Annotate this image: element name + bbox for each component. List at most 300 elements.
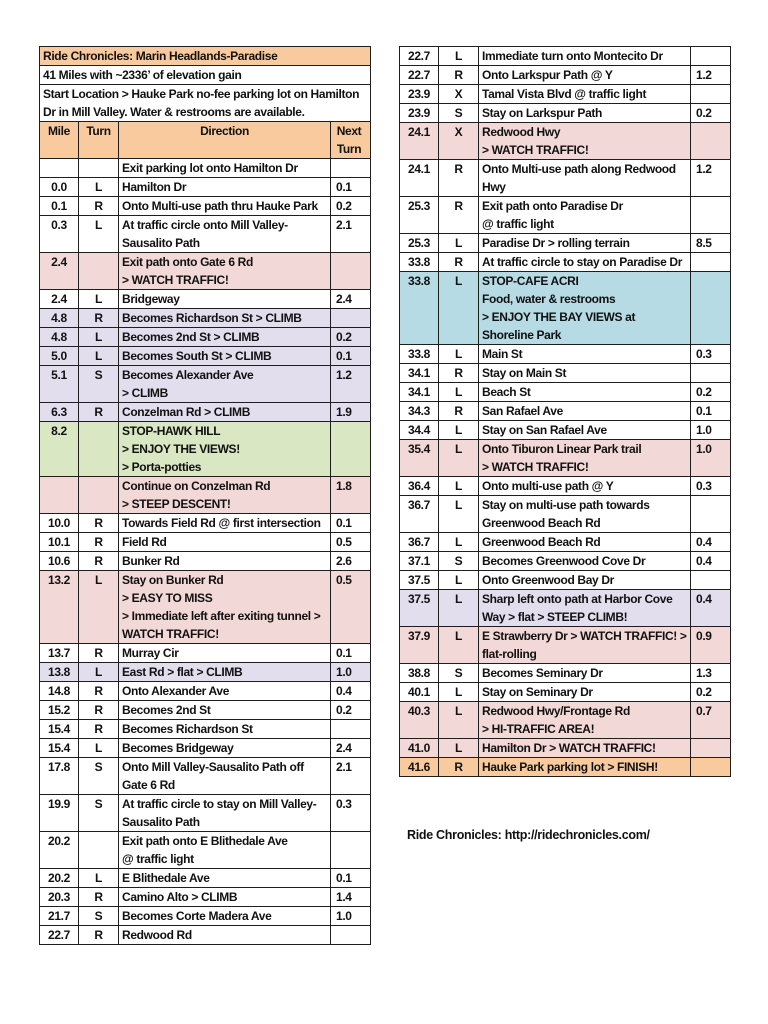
cue-mile: 23.9	[400, 85, 439, 104]
title-row	[40, 47, 371, 66]
cue-next-turn	[691, 739, 731, 758]
cue-turn	[79, 832, 119, 869]
cue-turn: R	[79, 533, 119, 552]
cue-direction: Becomes Alexander Ave > CLIMB	[119, 366, 331, 403]
cue-row	[400, 383, 731, 402]
cue-next-turn: 1.2	[691, 160, 731, 197]
cue-turn: L	[79, 178, 119, 197]
cue-direction: East Rd > flat > CLIMB	[119, 663, 331, 682]
cue-next-turn: 0.4	[691, 590, 731, 627]
cue-mile: 37.1	[400, 552, 439, 571]
cue-row	[40, 290, 371, 309]
cue-turn: S	[79, 366, 119, 403]
cue-direction: Onto Multi-use path thru Hauke Park	[119, 197, 331, 216]
cue-next-turn	[691, 85, 731, 104]
cue-next-turn	[331, 422, 371, 477]
cue-next-turn: 0.1	[331, 347, 371, 366]
cue-direction: Camino Alto > CLIMB	[119, 888, 331, 907]
cue-turn: L	[439, 272, 479, 345]
cue-turn: R	[439, 402, 479, 421]
cue-turn: L	[79, 571, 119, 644]
cue-turn: L	[439, 702, 479, 739]
cue-mile: 33.8	[400, 253, 439, 272]
cue-mile: 33.8	[400, 345, 439, 364]
cue-turn: L	[439, 383, 479, 402]
cue-next-turn: 0.5	[331, 533, 371, 552]
cue-next-turn: 1.0	[691, 421, 731, 440]
cue-next-turn: 2.1	[331, 758, 371, 795]
cue-row	[40, 795, 371, 832]
cue-turn: R	[79, 888, 119, 907]
cue-next-turn	[691, 758, 731, 777]
cue-turn: L	[439, 571, 479, 590]
cue-turn: L	[79, 328, 119, 347]
cue-mile: 20.2	[40, 869, 79, 888]
cue-mile: 2.4	[40, 290, 79, 309]
cue-mile: 36.7	[400, 496, 439, 533]
cue-mile: 13.2	[40, 571, 79, 644]
cue-next-turn	[691, 123, 731, 160]
cue-direction: Hamilton Dr > WATCH TRAFFIC!	[479, 739, 691, 758]
cue-row	[400, 364, 731, 383]
cue-direction: Stay on Seminary Dr	[479, 683, 691, 702]
cue-mile: 5.1	[40, 366, 79, 403]
cue-row	[40, 422, 371, 477]
cue-row	[400, 590, 731, 627]
cue-row	[40, 197, 371, 216]
cue-row	[400, 627, 731, 664]
cue-next-turn: 2.4	[331, 739, 371, 758]
cue-turn: R	[439, 364, 479, 383]
cue-mile: 5.0	[40, 347, 79, 366]
cue-direction: At traffic circle onto Mill Valley-Sausalito Path	[119, 216, 331, 253]
cue-next-turn	[691, 272, 731, 345]
cue-direction: Exit path onto Paradise Dr @ traffic light	[479, 197, 691, 234]
cue-turn: R	[439, 197, 479, 234]
cue-turn: L	[79, 869, 119, 888]
cue-turn: R	[439, 253, 479, 272]
cue-row	[400, 272, 731, 345]
cue-next-turn: 0.4	[331, 682, 371, 701]
cue-row	[40, 347, 371, 366]
cue-direction: Exit path onto E Blithedale Ave @ traffic light	[119, 832, 331, 869]
cue-mile: 34.3	[400, 402, 439, 421]
cue-next-turn: 8.5	[691, 234, 731, 253]
cue-row	[400, 197, 731, 234]
cue-direction: Onto Larkspur Path @ Y	[479, 66, 691, 85]
cue-row	[40, 477, 371, 514]
cue-next-turn: 0.2	[691, 104, 731, 123]
cue-next-turn	[331, 159, 371, 178]
cue-next-turn: 1.0	[331, 907, 371, 926]
cue-row	[400, 702, 731, 739]
cue-mile: 24.1	[400, 160, 439, 197]
cue-direction: Stay on Bunker Rd > EASY TO MISS > Immediate left after exiting tunnel > WATCH TRAFFIC!	[119, 571, 331, 644]
cue-row	[400, 683, 731, 702]
cue-row	[40, 403, 371, 422]
cue-direction: Becomes Richardson St > CLIMB	[119, 309, 331, 328]
cue-direction: STOP-HAWK HILL > ENJOY THE VIEWS! > Porta-potties	[119, 422, 331, 477]
cue-turn	[79, 477, 119, 514]
cue-row	[40, 663, 371, 682]
cue-turn: L	[79, 739, 119, 758]
column-header-turn: Turn	[79, 122, 119, 159]
cue-mile: 20.2	[40, 832, 79, 869]
cue-direction: Becomes Richardson St	[119, 720, 331, 739]
cue-turn: L	[439, 627, 479, 664]
cue-direction: E Blithedale Ave	[119, 869, 331, 888]
cue-next-turn	[691, 253, 731, 272]
cue-mile: 10.6	[40, 552, 79, 571]
cue-mile: 0.1	[40, 197, 79, 216]
cue-row	[40, 309, 371, 328]
cue-mile: 4.8	[40, 328, 79, 347]
cue-direction: Redwood Hwy/Frontage Rd > HI-TRAFFIC AREA!	[479, 702, 691, 739]
column-header-mile: Mile	[40, 122, 79, 159]
cue-turn	[79, 159, 119, 178]
cue-row	[400, 477, 731, 496]
cue-direction: Exit parking lot onto Hamilton Dr	[119, 159, 331, 178]
cue-next-turn	[691, 364, 731, 383]
cue-row	[400, 571, 731, 590]
cue-mile: 15.2	[40, 701, 79, 720]
cue-turn: R	[79, 403, 119, 422]
cue-next-turn	[691, 47, 731, 66]
cue-mile: 20.3	[40, 888, 79, 907]
cue-next-turn: 0.1	[331, 644, 371, 663]
cue-row	[40, 926, 371, 945]
cue-direction: Onto Mill Valley-Sausalito Path off Gate 6 Rd	[119, 758, 331, 795]
cue-turn: R	[439, 160, 479, 197]
cue-direction: Bunker Rd	[119, 552, 331, 571]
cue-turn: R	[79, 644, 119, 663]
cue-direction: Becomes South St > CLIMB	[119, 347, 331, 366]
cue-direction: Tamal Vista Blvd @ traffic light	[479, 85, 691, 104]
cue-next-turn: 2.4	[331, 290, 371, 309]
cue-row	[40, 552, 371, 571]
cue-turn: R	[79, 514, 119, 533]
cue-row	[400, 533, 731, 552]
cue-next-turn: 0.7	[691, 702, 731, 739]
cue-next-turn: 2.6	[331, 552, 371, 571]
cue-mile: 22.7	[400, 47, 439, 66]
cue-next-turn: 1.3	[691, 664, 731, 683]
route-summary: 41 Miles with ~2336’ of elevation gain	[40, 66, 371, 85]
cue-direction: Exit path onto Gate 6 Rd > WATCH TRAFFIC!	[119, 253, 331, 290]
cue-row	[400, 66, 731, 85]
cue-next-turn: 0.1	[331, 514, 371, 533]
cue-next-turn: 1.2	[691, 66, 731, 85]
cue-turn	[79, 253, 119, 290]
cue-turn: S	[79, 758, 119, 795]
cue-mile: 6.3	[40, 403, 79, 422]
cue-direction: Sharp left onto path at Harbor Cove Way > flat > STEEP CLIMB!	[479, 590, 691, 627]
cue-row	[40, 644, 371, 663]
cue-row	[40, 758, 371, 795]
cue-row	[400, 234, 731, 253]
cue-row	[40, 739, 371, 758]
cue-row	[40, 888, 371, 907]
cue-direction: Onto Greenwood Bay Dr	[479, 571, 691, 590]
cue-row	[40, 253, 371, 290]
cue-mile: 38.8	[400, 664, 439, 683]
cue-direction: Becomes 2nd St	[119, 701, 331, 720]
cue-next-turn: 1.4	[331, 888, 371, 907]
cue-next-turn: 1.0	[691, 440, 731, 477]
cue-direction: Stay on Larkspur Path	[479, 104, 691, 123]
cue-mile	[40, 477, 79, 514]
cue-next-turn: 1.8	[331, 477, 371, 514]
cue-row	[40, 571, 371, 644]
cue-row	[400, 47, 731, 66]
cue-next-turn: 0.3	[691, 345, 731, 364]
cue-turn: L	[439, 345, 479, 364]
cue-direction: STOP-CAFE ACRI Food, water & restrooms > ENJOY THE BAY VIEWS at Shoreline Park	[479, 272, 691, 345]
cue-mile: 35.4	[400, 440, 439, 477]
cue-direction: Redwood Rd	[119, 926, 331, 945]
cue-turn: L	[439, 683, 479, 702]
cue-next-turn	[331, 720, 371, 739]
cue-turn: L	[439, 496, 479, 533]
cue-mile: 24.1	[400, 123, 439, 160]
cue-sheet-right	[399, 46, 731, 777]
cue-turn	[79, 422, 119, 477]
cue-turn: R	[79, 926, 119, 945]
cue-direction: Conzelman Rd > CLIMB	[119, 403, 331, 422]
cue-row	[400, 758, 731, 777]
cue-row	[40, 216, 371, 253]
start-location: Start Location > Hauke Park no-fee parking lot on Hamilton Dr in Mill Valley. Water & restrooms are available.	[40, 85, 371, 122]
cue-direction: Onto multi-use path @ Y	[479, 477, 691, 496]
cue-mile: 40.1	[400, 683, 439, 702]
cue-direction: Field Rd	[119, 533, 331, 552]
cue-direction: At traffic circle to stay on Paradise Dr	[479, 253, 691, 272]
cue-turn: S	[79, 907, 119, 926]
cue-turn: X	[439, 85, 479, 104]
cue-row	[400, 552, 731, 571]
cue-next-turn	[331, 832, 371, 869]
cue-row	[400, 664, 731, 683]
cue-direction: Redwood Hwy > WATCH TRAFFIC!	[479, 123, 691, 160]
cue-row	[400, 402, 731, 421]
cue-direction: Onto Alexander Ave	[119, 682, 331, 701]
cue-next-turn	[691, 197, 731, 234]
cue-direction: Stay on San Rafael Ave	[479, 421, 691, 440]
cue-direction: Becomes Corte Madera Ave	[119, 907, 331, 926]
cue-mile: 0.3	[40, 216, 79, 253]
cue-mile: 10.0	[40, 514, 79, 533]
cue-mile: 25.3	[400, 234, 439, 253]
cue-next-turn	[331, 926, 371, 945]
cue-row	[40, 533, 371, 552]
cue-turn: L	[79, 663, 119, 682]
cue-next-turn: 0.3	[691, 477, 731, 496]
cue-mile: 23.9	[400, 104, 439, 123]
cue-next-turn	[331, 253, 371, 290]
cue-turn: S	[439, 552, 479, 571]
cue-mile: 13.7	[40, 644, 79, 663]
summary-row	[40, 66, 371, 85]
cue-next-turn: 0.4	[691, 533, 731, 552]
cue-mile: 2.4	[40, 253, 79, 290]
cue-turn: R	[79, 309, 119, 328]
cue-next-turn: 0.2	[331, 328, 371, 347]
cue-row	[400, 104, 731, 123]
cue-mile: 41.0	[400, 739, 439, 758]
cue-direction: Becomes Bridgeway	[119, 739, 331, 758]
cue-turn: L	[439, 533, 479, 552]
cue-mile: 10.1	[40, 533, 79, 552]
cue-row	[40, 328, 371, 347]
cue-row	[400, 160, 731, 197]
cue-row	[40, 869, 371, 888]
cue-sheet-left	[39, 46, 371, 945]
cue-mile: 22.7	[40, 926, 79, 945]
cue-row	[40, 682, 371, 701]
cue-next-turn: 0.4	[691, 552, 731, 571]
cue-next-turn: 0.1	[691, 402, 731, 421]
cue-direction: Stay on multi-use path towards Greenwood Beach Rd	[479, 496, 691, 533]
cue-mile: 34.1	[400, 383, 439, 402]
cue-turn: R	[79, 701, 119, 720]
column-header-row	[40, 122, 371, 159]
cue-direction: Hauke Park parking lot > FINISH!	[479, 758, 691, 777]
cue-turn: R	[79, 720, 119, 739]
cue-mile: 22.7	[400, 66, 439, 85]
cue-row	[400, 739, 731, 758]
cue-mile: 33.8	[400, 272, 439, 345]
cue-row	[400, 421, 731, 440]
cue-turn: S	[79, 795, 119, 832]
cue-next-turn: 0.2	[331, 197, 371, 216]
cue-mile: 34.4	[400, 421, 439, 440]
cue-row	[400, 345, 731, 364]
cue-turn: L	[79, 216, 119, 253]
cue-mile: 25.3	[400, 197, 439, 234]
cue-direction: Towards Field Rd @ first intersection	[119, 514, 331, 533]
cue-direction: Stay on Main St	[479, 364, 691, 383]
cue-turn: R	[439, 758, 479, 777]
cue-row	[40, 514, 371, 533]
cue-turn: L	[439, 421, 479, 440]
cue-row	[400, 253, 731, 272]
cue-turn: X	[439, 123, 479, 160]
column-header-next-turn: Next Turn	[331, 122, 371, 159]
cue-turn: S	[439, 664, 479, 683]
cue-mile: 0.0	[40, 178, 79, 197]
cue-next-turn: 1.2	[331, 366, 371, 403]
cue-turn: L	[439, 47, 479, 66]
cue-mile: 14.8	[40, 682, 79, 701]
cue-row	[40, 907, 371, 926]
cue-direction: Paradise Dr > rolling terrain	[479, 234, 691, 253]
cue-direction: E Strawberry Dr > WATCH TRAFFIC! > flat-rolling	[479, 627, 691, 664]
cue-direction: Bridgeway	[119, 290, 331, 309]
cue-direction: Hamilton Dr	[119, 178, 331, 197]
cue-turn: L	[79, 347, 119, 366]
cue-turn: L	[439, 477, 479, 496]
cue-direction: Onto Tiburon Linear Park trail > WATCH TRAFFIC!	[479, 440, 691, 477]
cue-mile	[40, 159, 79, 178]
cue-turn: L	[439, 440, 479, 477]
cue-direction: Main St	[479, 345, 691, 364]
cue-direction: Beach St	[479, 383, 691, 402]
cue-next-turn: 0.5	[331, 571, 371, 644]
cue-mile: 19.9	[40, 795, 79, 832]
cue-mile: 4.8	[40, 309, 79, 328]
cue-turn: L	[79, 290, 119, 309]
cue-next-turn	[331, 309, 371, 328]
cue-mile: 37.5	[400, 590, 439, 627]
ride-chronicles-link[interactable]: Ride Chronicles: http://ridechronicles.com/	[407, 828, 650, 842]
cue-mile: 36.4	[400, 477, 439, 496]
cue-mile: 17.8	[40, 758, 79, 795]
cue-next-turn	[691, 571, 731, 590]
cue-direction: Immediate turn onto Montecito Dr	[479, 47, 691, 66]
cue-row	[40, 720, 371, 739]
cue-row	[400, 85, 731, 104]
cue-direction: At traffic circle to stay on Mill Valley-Sausalito Path	[119, 795, 331, 832]
cue-direction: Greenwood Beach Rd	[479, 533, 691, 552]
cue-row	[40, 832, 371, 869]
cue-next-turn: 1.9	[331, 403, 371, 422]
cue-next-turn: 0.2	[331, 701, 371, 720]
route-title: Ride Chronicles: Marin Headlands-Paradise	[40, 47, 371, 66]
cue-turn: L	[439, 234, 479, 253]
cue-next-turn: 0.2	[691, 683, 731, 702]
cue-next-turn: 2.1	[331, 216, 371, 253]
cue-next-turn	[691, 496, 731, 533]
cue-turn: R	[79, 197, 119, 216]
column-header-direction: Direction	[119, 122, 331, 159]
cue-direction: Onto Multi-use path along Redwood Hwy	[479, 160, 691, 197]
cue-turn: R	[439, 66, 479, 85]
cue-next-turn: 0.1	[331, 869, 371, 888]
cue-next-turn: 0.9	[691, 627, 731, 664]
cue-mile: 40.3	[400, 702, 439, 739]
cue-mile: 13.8	[40, 663, 79, 682]
cue-next-turn: 0.3	[331, 795, 371, 832]
cue-next-turn: 0.2	[691, 383, 731, 402]
cue-direction: Becomes 2nd St > CLIMB	[119, 328, 331, 347]
cue-direction: Becomes Greenwood Cove Dr	[479, 552, 691, 571]
cue-direction: San Rafael Ave	[479, 402, 691, 421]
cue-mile: 37.9	[400, 627, 439, 664]
cue-mile: 15.4	[40, 720, 79, 739]
cue-mile: 8.2	[40, 422, 79, 477]
cue-row	[40, 178, 371, 197]
cue-row	[400, 496, 731, 533]
cue-direction: Becomes Seminary Dr	[479, 664, 691, 683]
cue-row	[40, 159, 371, 178]
cue-direction: Murray Cir	[119, 644, 331, 663]
cue-turn: L	[439, 739, 479, 758]
cue-mile: 21.7	[40, 907, 79, 926]
cue-mile: 36.7	[400, 533, 439, 552]
cue-turn: S	[439, 104, 479, 123]
cue-mile: 15.4	[40, 739, 79, 758]
cue-turn: L	[439, 590, 479, 627]
cue-mile: 37.5	[400, 571, 439, 590]
cue-mile: 41.6	[400, 758, 439, 777]
cue-row	[400, 123, 731, 160]
cue-turn: R	[79, 552, 119, 571]
cue-next-turn: 1.0	[331, 663, 371, 682]
cue-direction: Continue on Conzelman Rd > STEEP DESCENT!	[119, 477, 331, 514]
cue-row	[40, 366, 371, 403]
cue-mile: 34.1	[400, 364, 439, 383]
cue-turn: R	[79, 682, 119, 701]
